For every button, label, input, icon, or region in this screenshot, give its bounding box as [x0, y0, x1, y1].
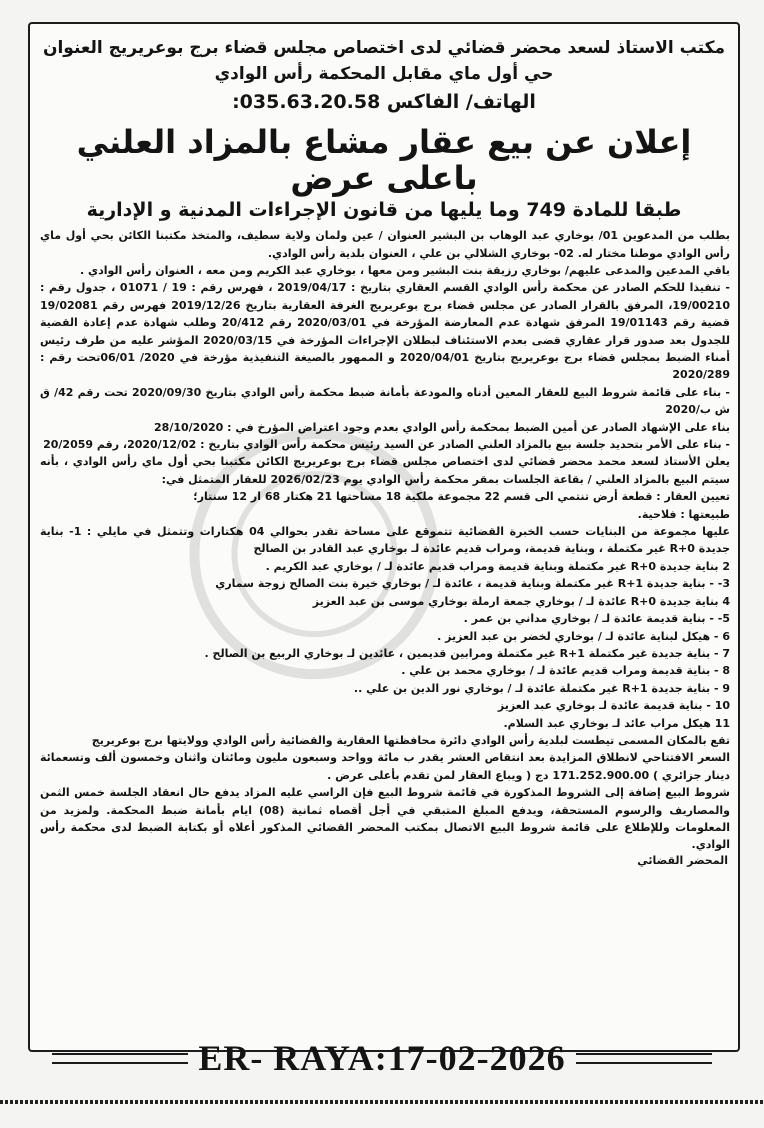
- paragraph: 11 هيكل مراب عائد لـ بوخاري عبد السلام.: [503, 716, 730, 730]
- announcement-subtitle: طبقا للمادة 749 وما يليها من قانون الإجراءات المدنية و الإدارية: [86, 199, 682, 222]
- paragraph: 10 - بناية قديمة عائدة لـ بوخاري عبد العزيز: [497, 699, 730, 713]
- footer-rule-left: [52, 1053, 188, 1064]
- paragraph: - بناء على الأمر بتحديد جلسة بيع بالمزاد العلني الصادر عن السيد رئيس محكمة رأس الوادي بتاريخ : 2020/12/02، رقم 20/2059: [43, 438, 730, 452]
- footer-rule-right: [576, 1053, 712, 1064]
- office-header-line-1: مكتب الاستاذ لسعد محضر قضائي لدى اختصاص مجلس قضاء برج بوعريريج العنوان: [42, 38, 726, 58]
- paragraph: تعيين العقار : قطعة أرض تنتمي الى قسم 22 مجموعة ملكية 18 مساحتها 21 هكتار 68 ار 12 سنتار؛: [193, 490, 730, 504]
- paragraph: يعلن الأستاذ لسعد محمد محضر قضائي لدى اختصاص مجلس قضاء برج بوعريريج الكائن مكتبنا بحي أول ماي رأس الوادي ، بأنه سيتم البيع بالمزاد العلني / بقاعة الجلسات بمقر محكمة رأس الوادي يوم 2026/02/23 للعقار المتمثل في:: [40, 455, 730, 486]
- announcement-frame: [28, 22, 740, 1052]
- paragraph: 8 - بناية قديمة ومراب قديم عائدة لـ / بوخاري محمد بن علي .: [401, 664, 730, 678]
- paragraph: - تنفيذا للحكم الصادر عن محكمة رأس الوادي القسم العقاري بتاريخ : 2019/04/17 ، فهرس رقم : 19 / 01071 ، جدول رقم : 19/00210، المرفق بالقرار الصادر عن مجلس قضاء برج بوعريريج الغرفة العقارية بتاريخ 2019/12/26 فهرس رقم 19/02081 قضية رقم 19/01143 المرفق شهادة عدم المعارضة المؤرخة في 2020/03/01 رقم 20/412 وطلب شهادة عدم إعادة القضية للجدول بعد صدور قرار عقاري قضى بعدم الاستئناف لبطلان الإجراءات المؤرخة في 2020/03/15 المؤشر عليه من طرف رئيس أمناء الضبط بمجلس قضاء برج بوعريريج بتاريخ 2020/04/01 و الممهور بالصيغة التنفيذية مؤرخة في 2020/ 06/01تحت رقم : 2020/289: [40, 281, 730, 382]
- paragraph: السعر الافتتاحي لانطلاق المزايدة بعد انتقاص العشر يقدر ب مائة وواحد وسبعون مليون ومائتان واثنان وخمسون ألف وتسعمائة دينار جزائري ) 171.252.900.00 دج ( ويباع العقار لمن تقدم بأعلى عرض .: [40, 751, 730, 782]
- office-header-line-2: حي أول ماي مقابل المحكمة رأس الوادي: [214, 64, 554, 85]
- paragraph: باقي المدعين والمدعى عليهم/ بوخاري رزيقة بنت البشير ومن معها ، بوخاري عبد الكريم ومن معه ، العنوان رأس الوادي .: [79, 263, 730, 277]
- paragraph: شروط البيع إضافة إلى الشروط المذكورة في قائمة شروط البيع فإن الراسي عليه المزاد يدفع حال انعقاد الجلسة خمس الثمن والمصاريف والرسوم المستحقة، ويدفع المبلغ المتبقي في أجل أقصاه ثمانية (08) ايام بأمانة ضبط المحكمة. ولمزيد من المعلومات وللإطلاع على قائمة شروط البيع الاتصال بمكتب المحضر القضائي المذكور أعلاه أو بكتابة الضبط لدى محكمة رأس الوادي.: [40, 786, 731, 852]
- paragraph: 6 - هيكل لبناية عائدة لـ / بوخاري لخضر بن عبد العزيز .: [437, 629, 730, 643]
- paragraph: 5- - بناية قديمة عائدة لـ / بوخاري مداني بن عمر .: [463, 612, 730, 626]
- paragraph: 3- - بناية جديدة R+1 غير مكتملة وبناية قديمة ، عائدة لـ / بوخاري خيرة بنت الصالح زوجة سماري: [215, 577, 730, 591]
- paragraph: تقع بالمكان المسمى تيطست لبلدية رأس الوادي دائرة محافظتها العقارية والقضائية رأس الوادي وولايتها برج بوعريريج: [91, 733, 730, 747]
- paragraph: 2 بناية جديدة R+0 غير مكتملة وبناية قديمة ومراب قديم عائدة لـ / بوخاري عبد الكريم .: [265, 559, 730, 573]
- newspaper-name-date: ER- RAYA:17-02-2026: [198, 1038, 566, 1078]
- announcement-title: إعلان عن بيع عقار مشاع بالمزاد العلني باعلى عرض: [76, 122, 692, 198]
- paragraph: 9 - بناية جديدة R+1 غير مكتملة عائدة لـ / بوخاري نور الدين بن علي ..: [353, 681, 730, 695]
- paragraph: بطلب من المدعوين 01/ بوخاري عبد الوهاب بن البشير العنوان / عين ولمان ولاية سطيف، والمتخذ مكتبنا الكائن بحي أول ماي رأس الوادي موطنا مختار له. 02- بوخاري الشلالي بن علي ، العنوان بلدية رأس الوادي.: [40, 229, 730, 260]
- newspaper-footer: [0, 1034, 764, 1082]
- office-phone-fax: الهاتف/ الفاكس 035.63.20.58:: [232, 90, 536, 113]
- page-bottom-rule: [0, 1100, 764, 1104]
- paragraph: - بناء على قائمة شروط البيع للعقار المعين أدناه والمودعة بأمانة ضبط محكمة رأس الوادي بتاريخ 2020/09/30 تحت رقم 42/ ق ش ب/2020: [40, 385, 730, 417]
- paragraph: 7 - بناية جديدة غير مكتملة R+1 غير مكتملة ومرابين قديمين ، عائدين لـ بوخاري الربيع بن الصالح .: [204, 646, 730, 660]
- paragraph: 4 بناية جديدة R+0 عائدة لـ / بوخاري جمعة ارملة بوخاري موسى بن عبد العزيز: [312, 594, 730, 608]
- paragraph: عليها مجموعة من البنايات حسب الخبرة القضائية تتموقع على مساحة تقدر بحوالي 04 هكتارات وتتمثل في مايلي : 1- بناية جديدة R+0 غير مكتملة ، وبناية قديمة، ومراب قديم عائدة لـ بوخاري عبد القادر بن الصالح: [40, 525, 731, 556]
- announcement-body: [30, 227, 738, 854]
- paragraph: بناء على الإشهاد الصادر عن أمين الضبط بمحكمة رأس الوادي بعدم وجود اعتراض المؤرخ في : 28/10/2020: [154, 420, 730, 434]
- paragraph: طبيعتها : فلاحية.: [637, 507, 730, 521]
- signature: المحضر القضائي: [637, 853, 728, 867]
